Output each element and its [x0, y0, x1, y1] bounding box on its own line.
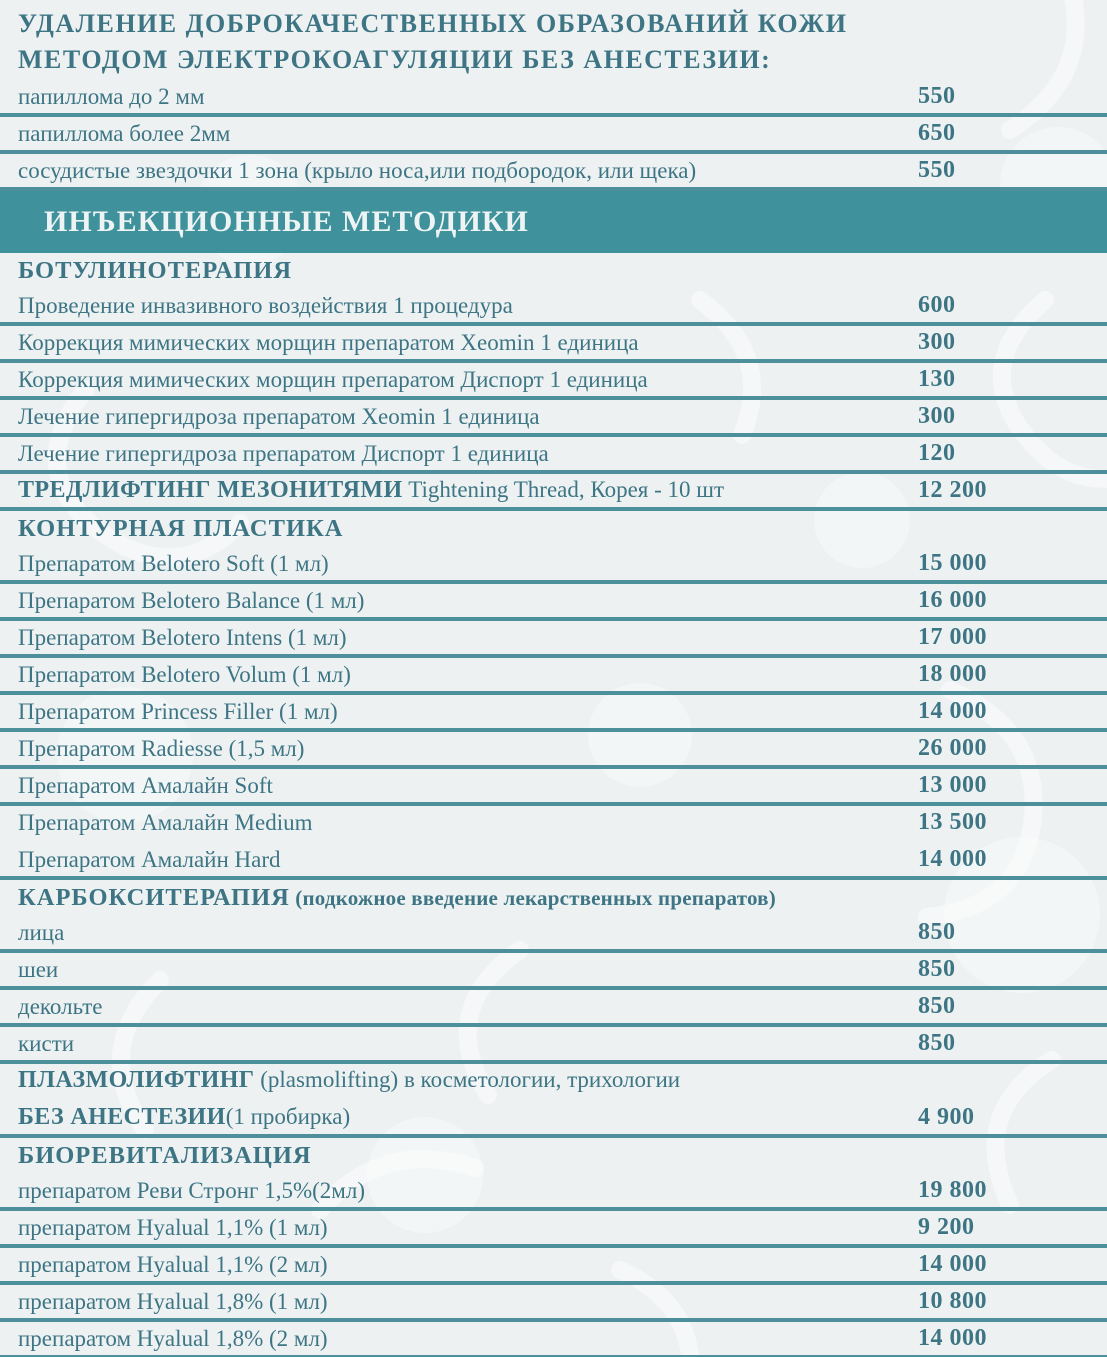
price-row [0, 1211, 1107, 1248]
label-part: КОНТУРНАЯ ПЛАСТИКА [18, 515, 344, 542]
price-value: 120 [918, 440, 956, 466]
price-row [0, 326, 1107, 363]
service-name [18, 1031, 918, 1057]
price-value: 600 [918, 292, 956, 318]
label-part: препаратом Hyalual 1,1% (1 мл) [18, 1214, 328, 1240]
price-row [0, 363, 1107, 400]
label-part: Коррекция мимических морщин препаратом Диспорт 1 единица [18, 366, 648, 392]
price-value: 16 000 [918, 587, 987, 613]
price-row [0, 806, 1107, 843]
service-name [18, 551, 918, 577]
price-row [0, 547, 1107, 584]
service-name [18, 957, 918, 983]
label-part: Коррекция мимических морщин препаратом Xeomin 1 единица [18, 329, 639, 355]
price-value: 550 [918, 83, 956, 109]
price-row [0, 474, 1107, 511]
label-part: Лечение гипергидроза препаратом Диспорт 1 единица [18, 440, 549, 466]
label-part: препаратом Реви Стронг 1,5%(2мл) [18, 1177, 365, 1203]
label-part: Препаратом Амалайн Medium [18, 809, 313, 835]
service-name [18, 1178, 918, 1204]
price-value: 12 200 [918, 477, 987, 503]
price-value: 10 800 [918, 1288, 987, 1314]
price-list [0, 80, 1107, 1357]
label-part: (plasmolifting) в косметологии, трихологии [254, 1067, 681, 1092]
label-part: шеи [18, 956, 59, 982]
label-part: папиллома более 2мм [18, 120, 231, 146]
label-part: Лечение гипергидроза препаратом Xeomin 1 единица [18, 403, 540, 429]
price-value: 14 000 [918, 1251, 987, 1277]
price-value: 650 [918, 120, 956, 146]
service-name [18, 1289, 918, 1315]
price-value: 26 000 [918, 735, 987, 761]
price-row [0, 1174, 1107, 1211]
label-part: папиллома до 2 мм [18, 83, 205, 109]
label-part: ПЛАЗМОЛИФТИНГ [18, 1067, 255, 1093]
service-name [18, 1067, 918, 1094]
price-row [0, 916, 1107, 953]
price-row [0, 769, 1107, 806]
price-row [0, 732, 1107, 769]
section-title [18, 1142, 312, 1170]
price-value: 13 000 [918, 772, 987, 798]
price-row [0, 953, 1107, 990]
price-row [0, 80, 1107, 117]
label-part: Препаратом Belotero Intens (1 мл) [18, 624, 347, 650]
price-row [0, 1285, 1107, 1322]
price-value: 14 000 [918, 698, 987, 724]
price-value: 850 [918, 993, 956, 1019]
price-row [0, 1248, 1107, 1285]
price-value: 130 [918, 366, 956, 392]
label-part: Препаратом Амалайн Hard [18, 846, 281, 872]
label-part: Препаратом Belotero Volum (1 мл) [18, 661, 351, 687]
label-part: (1 пробирка) [225, 1104, 351, 1129]
service-name [18, 158, 918, 184]
service-name [18, 588, 918, 614]
section-header [0, 253, 1107, 289]
price-value: 300 [918, 403, 956, 429]
service-name [18, 625, 918, 651]
service-name [18, 773, 918, 799]
price-value: 14 000 [918, 1325, 987, 1351]
page-title-line-1: УДАЛЕНИЕ ДОБРОКАЧЕСТВЕННЫХ ОБРАЗОВАНИЙ КОЖИ [18, 9, 848, 38]
price-row [0, 437, 1107, 474]
price-row [0, 1064, 1107, 1101]
price-value: 19 800 [918, 1177, 987, 1203]
price-value: 18 000 [918, 661, 987, 687]
price-value: 850 [918, 956, 956, 982]
price-value: 14 000 [918, 846, 987, 872]
service-name [18, 367, 918, 393]
label-part: лица [18, 919, 65, 945]
label-part: препаратом Hyalual 1,8% (1 мл) [18, 1288, 328, 1314]
service-name [18, 404, 918, 430]
label-part: Препаратом Belotero Balance (1 мл) [18, 587, 365, 613]
service-name [18, 441, 918, 467]
service-name [18, 121, 918, 147]
label-part: Tightening Thread, Корея - 10 шт [402, 477, 725, 502]
price-row [0, 843, 1107, 880]
service-name [18, 330, 918, 356]
price-value: 550 [918, 157, 956, 183]
service-name [18, 736, 918, 762]
service-name [18, 293, 918, 319]
service-name [18, 1215, 918, 1241]
price-value: 9 200 [918, 1214, 975, 1240]
section-title [18, 884, 776, 912]
service-name [18, 920, 918, 946]
label-part: кисти [18, 1030, 75, 1056]
price-value: 4 900 [918, 1104, 975, 1130]
label-part: Препаратом Radiesse (1,5 мл) [18, 735, 305, 761]
label-part: декольте [18, 993, 103, 1019]
service-name [18, 810, 918, 836]
price-value: 300 [918, 329, 956, 355]
category-banner [0, 191, 1107, 253]
section-header [0, 1138, 1107, 1174]
label-part: Проведение инвазивного воздействия 1 процедура [18, 292, 513, 318]
service-name [18, 847, 918, 873]
section-header [0, 511, 1107, 547]
price-value: 850 [918, 919, 956, 945]
price-row [0, 695, 1107, 732]
service-name [18, 1104, 918, 1131]
price-row [0, 1322, 1107, 1357]
price-row [0, 621, 1107, 658]
section-title [18, 257, 292, 285]
service-name [18, 477, 918, 504]
price-value: 850 [918, 1030, 956, 1056]
price-row [0, 1101, 1107, 1138]
section-title [18, 515, 343, 543]
label-part: БИОРЕВИТАЛИЗАЦИЯ [18, 1142, 312, 1169]
service-name [18, 84, 918, 110]
label-part: сосудистые звездочки 1 зона (крыло носа,или подбородок, или щека) [18, 157, 697, 183]
price-row [0, 1027, 1107, 1064]
service-name [18, 1326, 918, 1352]
label-part: препаратом Hyalual 1,8% (2 мл) [18, 1325, 328, 1351]
service-name [18, 994, 918, 1020]
page-title-line-2: МЕТОДОМ ЭЛЕКТРОКОАГУЛЯЦИИ БЕЗ АНЕСТЕЗИИ: [18, 45, 772, 74]
service-name [18, 699, 918, 725]
price-row [0, 289, 1107, 326]
service-name [18, 662, 918, 688]
banner-title: ИНЪЕКЦИОННЫЕ МЕТОДИКИ [44, 205, 529, 238]
price-row [0, 154, 1107, 191]
price-row [0, 117, 1107, 154]
price-row [0, 584, 1107, 621]
label-part: ТРЕДЛИФТИНГ МЕЗОНИТЯМИ [18, 477, 403, 503]
label-part: (подкожное введение лекарственных препаратов) [289, 886, 776, 910]
price-row [0, 400, 1107, 437]
label-part: БОТУЛИНОТЕРАПИЯ [18, 257, 293, 284]
label-part: Препаратом Belotero Soft (1 мл) [18, 550, 329, 576]
price-value: 15 000 [918, 550, 987, 576]
document-header [0, 0, 1107, 80]
price-row [0, 658, 1107, 695]
price-value: 17 000 [918, 624, 987, 650]
label-part: БЕЗ АНЕСТЕЗИИ [18, 1104, 226, 1130]
section-header [0, 880, 1107, 916]
label-part: Препаратом Амалайн Soft [18, 772, 273, 798]
price-value: 13 500 [918, 809, 987, 835]
label-part: КАРБОКСИТЕРАПИЯ [18, 884, 290, 911]
label-part: Препаратом Princess Filler (1 мл) [18, 698, 338, 724]
label-part: препаратом Hyalual 1,1% (2 мл) [18, 1251, 328, 1277]
service-name [18, 1252, 918, 1278]
price-row [0, 990, 1107, 1027]
